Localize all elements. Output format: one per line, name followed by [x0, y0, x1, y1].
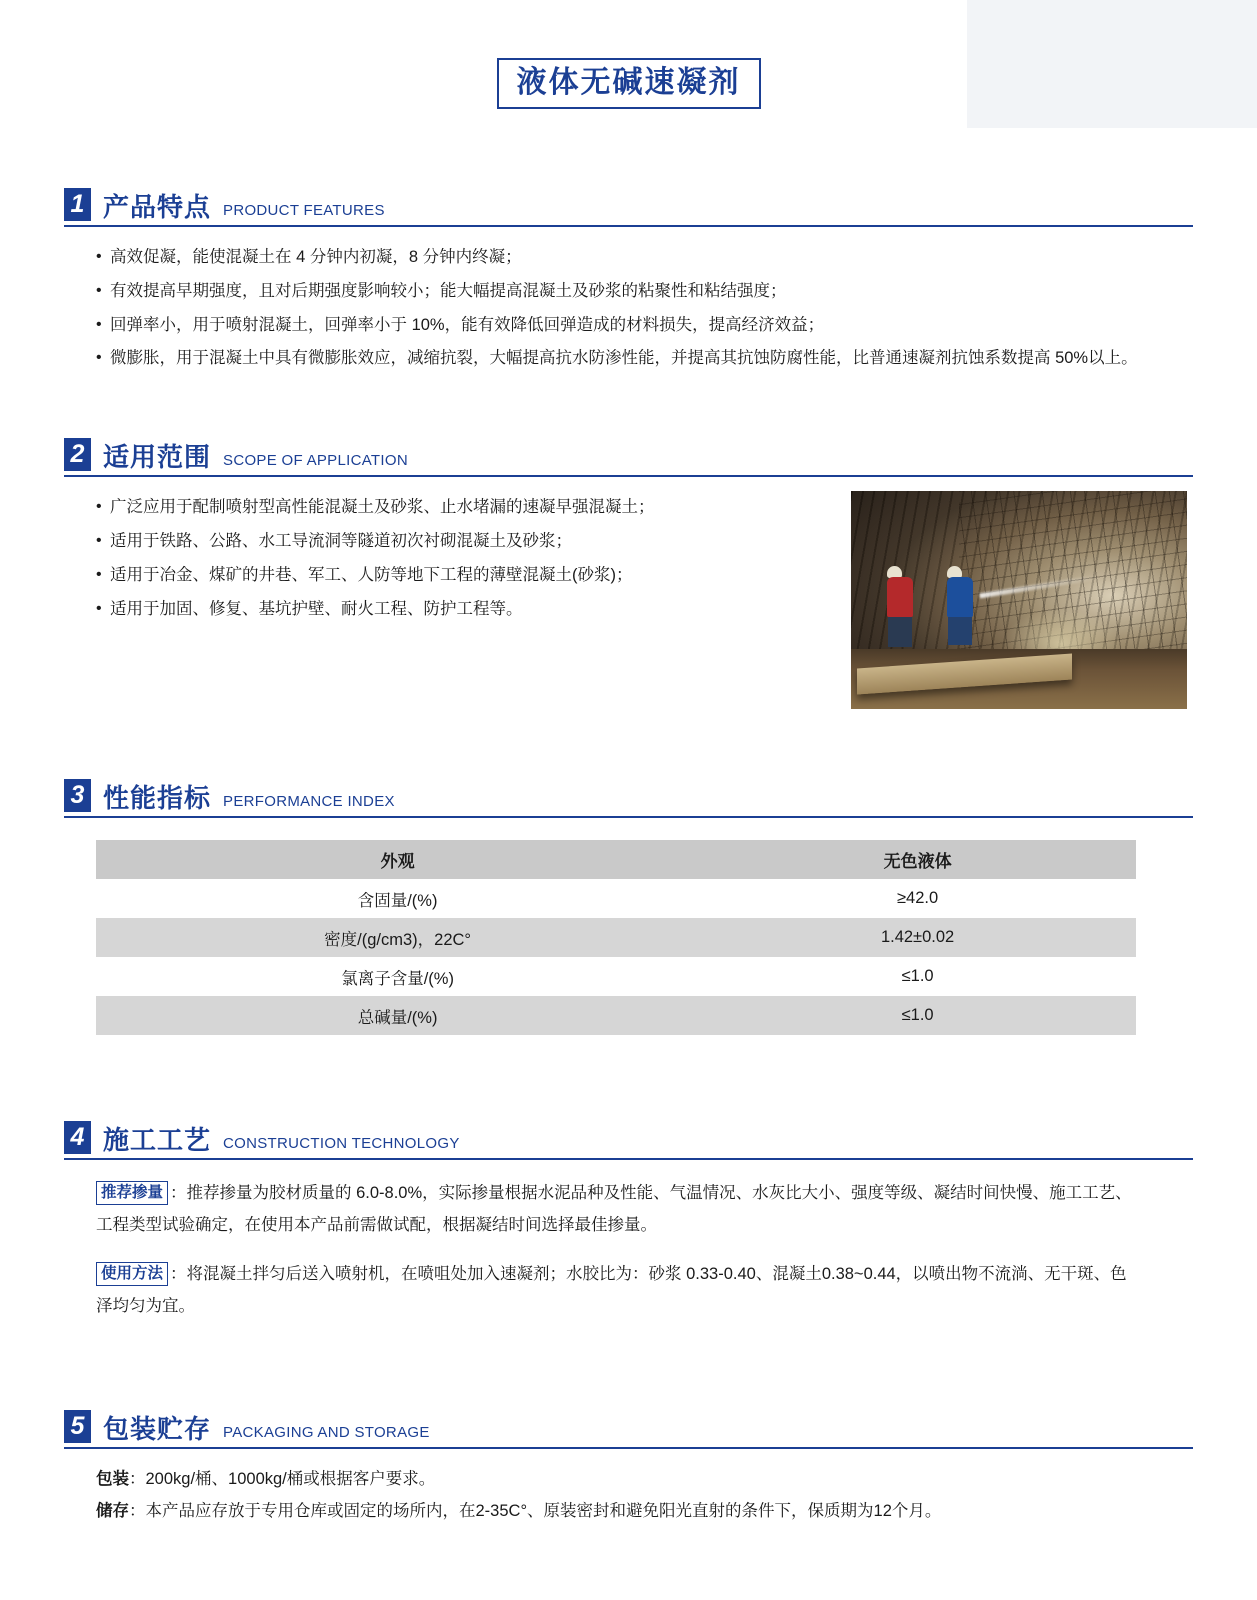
- list-item: • 适用于铁路、公路、水工导流洞等隧道初次衬砌混凝土及砂浆；: [96, 525, 851, 559]
- table-row: [96, 840, 1136, 879]
- section-construction-technology: [64, 1121, 1193, 1322]
- tunnel-construction-photo: [851, 491, 1187, 709]
- dosage-paragraph: [96, 1177, 1140, 1241]
- method-tag: 使用方法: [96, 1262, 168, 1286]
- packaging-text: ：200kg/桶、1000kg/桶或根据客户要求。: [129, 1469, 436, 1488]
- table-cell-value: 无色液体: [699, 840, 1136, 879]
- table-row: [96, 879, 1136, 918]
- storage-text: ：本产品应存放于专用仓库或固定的场所内，在2-35C°、原装密封和避免阳光直射的条件下，保质期为12个月。: [129, 1502, 942, 1521]
- section-title-cn: 适用范围: [103, 442, 212, 473]
- section-header: [64, 188, 1193, 227]
- construction-body: [96, 1177, 1140, 1322]
- section-title-en: CONSTRUCTION TECHNOLOGY: [223, 1135, 460, 1153]
- storage-line: [96, 1495, 1193, 1527]
- table-cell-value: 1.42±0.02: [699, 918, 1136, 957]
- page-header: [0, 0, 1257, 128]
- table-cell-name: 密度/(g/cm3)，22C°: [96, 918, 699, 957]
- section-title-cn: 施工工艺: [103, 1125, 212, 1156]
- list-item: • 广泛应用于配制喷射型高性能混凝土及砂浆、止水堵漏的速凝早强混凝土；: [96, 491, 851, 525]
- table-cell-name: 含固量/(%): [96, 879, 699, 918]
- section-title-en: PACKAGING AND STORAGE: [223, 1423, 430, 1441]
- section-number: 2: [64, 438, 91, 471]
- worker-legs: [888, 617, 912, 647]
- worker-blue: [947, 566, 973, 645]
- performance-table: [96, 840, 1136, 1035]
- section-performance-index: [64, 779, 1193, 1035]
- section-number: 1: [64, 188, 91, 221]
- section-header: [64, 1410, 1193, 1449]
- list-item: • 适用于冶金、煤矿的井巷、军工、人防等地下工程的薄壁混凝土(砂浆)；: [96, 559, 851, 593]
- table-cell-name: 总碱量/(%): [96, 996, 699, 1035]
- scope-list: [64, 491, 851, 626]
- table-row: [96, 918, 1136, 957]
- section-title-en: SCOPE OF APPLICATION: [223, 452, 408, 470]
- table-cell-value: ≥42.0: [699, 879, 1136, 918]
- feature-list: [64, 241, 1193, 376]
- method-text: ：将混凝土拌匀后送入喷射机，在喷咀处加入速凝剂；水胶比为：砂浆 0.33-0.40、混凝土0.38~0.44，以喷出物不流淌、无干斑、色泽均匀为宜。: [96, 1264, 1127, 1315]
- worker-torso: [887, 577, 913, 617]
- list-item: • 微膨胀，用于混凝土中具有微膨胀效应，减缩抗裂，大幅提高抗水防渗性能，并提高其抗蚀防腐性能，比普通速凝剂抗蚀系数提高 50%以上。: [96, 342, 1193, 376]
- list-item: • 高效促凝，能使混凝土在 4 分钟内初凝，8 分钟内终凝；: [96, 241, 1193, 275]
- section-number: 4: [64, 1121, 91, 1154]
- packaging-label: 包装: [96, 1469, 129, 1488]
- section-number: 5: [64, 1410, 91, 1443]
- table-cell-name: 外观: [96, 840, 699, 879]
- section-number: 3: [64, 779, 91, 812]
- worker-torso: [947, 577, 973, 617]
- method-paragraph: [96, 1258, 1140, 1322]
- list-item: • 适用于加固、修复、基坑护壁、耐火工程、防护工程等。: [96, 593, 851, 627]
- table-row: [96, 957, 1136, 996]
- dosage-text: ：推荐掺量为胶材质量的 6.0-8.0%，实际掺量根据水泥品种及性能、气温情况、水灰比大小、强度等级、凝结时间快慢、施工工艺、工程类型试验确定，在使用本产品前需做试配，根据凝结时间选择最佳掺量。: [96, 1183, 1132, 1234]
- section-title-en: PRODUCT FEATURES: [223, 202, 385, 219]
- list-item: • 有效提高早期强度，且对后期强度影响较小；能大幅提高混凝土及砂浆的粘聚性和粘结强度；: [96, 275, 1193, 309]
- section-header: [64, 779, 1193, 818]
- section-title-cn: 产品特点: [103, 192, 212, 222]
- table-row: [96, 996, 1136, 1035]
- table-cell-value: ≤1.0: [699, 957, 1136, 996]
- section-title-cn: 性能指标: [103, 783, 212, 814]
- section-title-cn: 包装贮存: [103, 1413, 212, 1444]
- packaging-body: [96, 1463, 1193, 1527]
- section-packaging-and-storage: [64, 1410, 1193, 1527]
- section-header: [64, 438, 1193, 477]
- worker-legs: [948, 617, 972, 645]
- section-title-en: PERFORMANCE INDEX: [223, 793, 395, 811]
- storage-label: 储存: [96, 1502, 129, 1521]
- packaging-line: [96, 1463, 1193, 1495]
- dosage-tag: 推荐掺量: [96, 1181, 168, 1205]
- section-scope-of-application: [64, 438, 1193, 709]
- page-title: 液体无碱速凝剂: [497, 58, 761, 109]
- worker-red: [887, 566, 913, 647]
- table-cell-value: ≤1.0: [699, 996, 1136, 1035]
- scope-list-wrapper: [64, 477, 851, 709]
- section-header: [64, 1121, 1193, 1160]
- scope-content: [64, 477, 1193, 709]
- list-item: • 回弹率小，用于喷射混凝土，回弹率小于 10%，能有效降低回弹造成的材料损失，提高经济效益；: [96, 309, 1193, 343]
- table-cell-name: 氯离子含量/(%): [96, 957, 699, 996]
- section-product-features: [64, 188, 1193, 376]
